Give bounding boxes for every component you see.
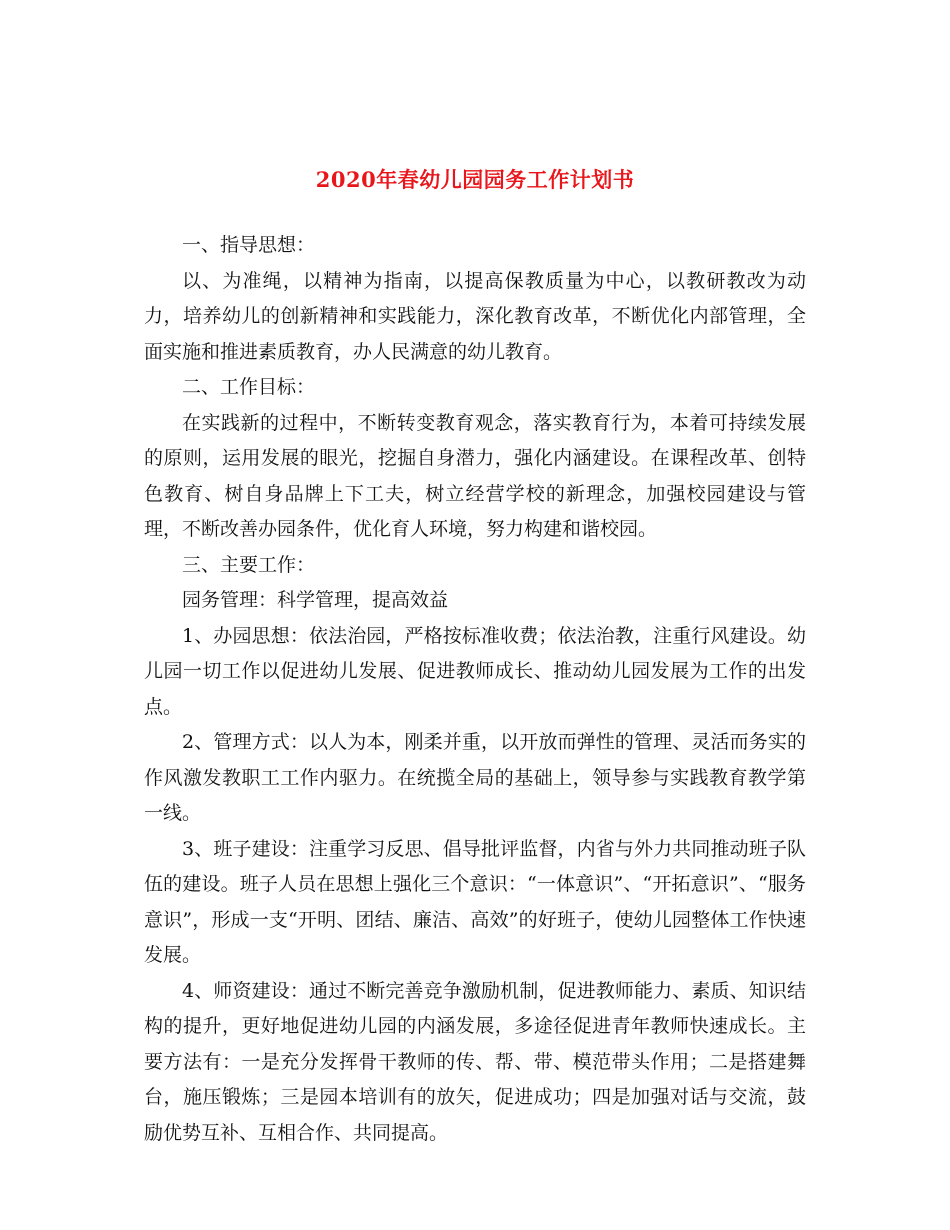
section-heading-guiding-thought: 一、指导思想： (182, 234, 316, 256)
paragraph-item-1: 1、办园思想：依法治园，严格按标准收费；依法治教，注重行风建设。幼儿园一切工作以促进幼儿发展、促进教师成长、推动幼儿园发展为工作的出发点。 (144, 624, 806, 718)
document-title: 2020年春幼儿园园务工作计划书 (315, 167, 635, 193)
paragraph-item-2: 2、管理方式：以人为本，刚柔并重，以开放而弹性的管理、灵活而务实的作风激发教职工工作内驱力。在统揽全局的基础上，领导参与实践教育教学第一线。 (144, 731, 806, 824)
subheading-garden-management: 园务管理：科学管理，提高效益 (182, 589, 449, 611)
document-body (144, 228, 806, 1151)
paragraph-item-3: 3、班子建设：注重学习反思、倡导批评监督，内省与外力共同推动班子队伍的建设。班子人员在思想上强化三个意识：“一体意识”、“开拓意识”、“服务意识”，形成一支“开明、团结、廉洁、高效”的好班子，使幼儿园整体工作快速发展。 (144, 837, 806, 966)
paragraph-guiding-thought: 以、为准绳，以精神为指南，以提高保教质量为中心，以教研教改为动力，培养幼儿的创新精神和实践能力，深化教育改革，不断优化内部管理，全面实施和推进素质教育，办人民满意的幼儿教育。 (144, 269, 806, 363)
paragraph-item-4: 4、师资建设：通过不断完善竞争激励机制，促进教师能力、素质、知识结构的提升，更好地促进幼儿园的内涵发展，多途径促进青年教师快速成长。主要方法有：一是充分发挥骨干教师的传、帮、带、模范带头作用；二是搭建舞台，施压锻炼；三是园本培训有的放矢，促进成功；四是加强对话与交流，鼓励优势互补、互相合作、共同提高。 (144, 979, 806, 1144)
section-heading-work-goals: 二、工作目标： (182, 376, 316, 398)
paragraph-work-goals: 在实践新的过程中，不断转变教育观念，落实教育行为，本着可持续发展的原则，运用发展的眼光，挖掘自身潜力，强化内涵建设。在课程改革、创特色教育、树自身品牌上下工夫，树立经营学校的新理念，加强校园建设与管理，不断改善办园条件，优化育人环境，努力构建和谐校园。 (144, 411, 806, 540)
section-heading-main-work: 三、主要工作： (182, 553, 316, 576)
